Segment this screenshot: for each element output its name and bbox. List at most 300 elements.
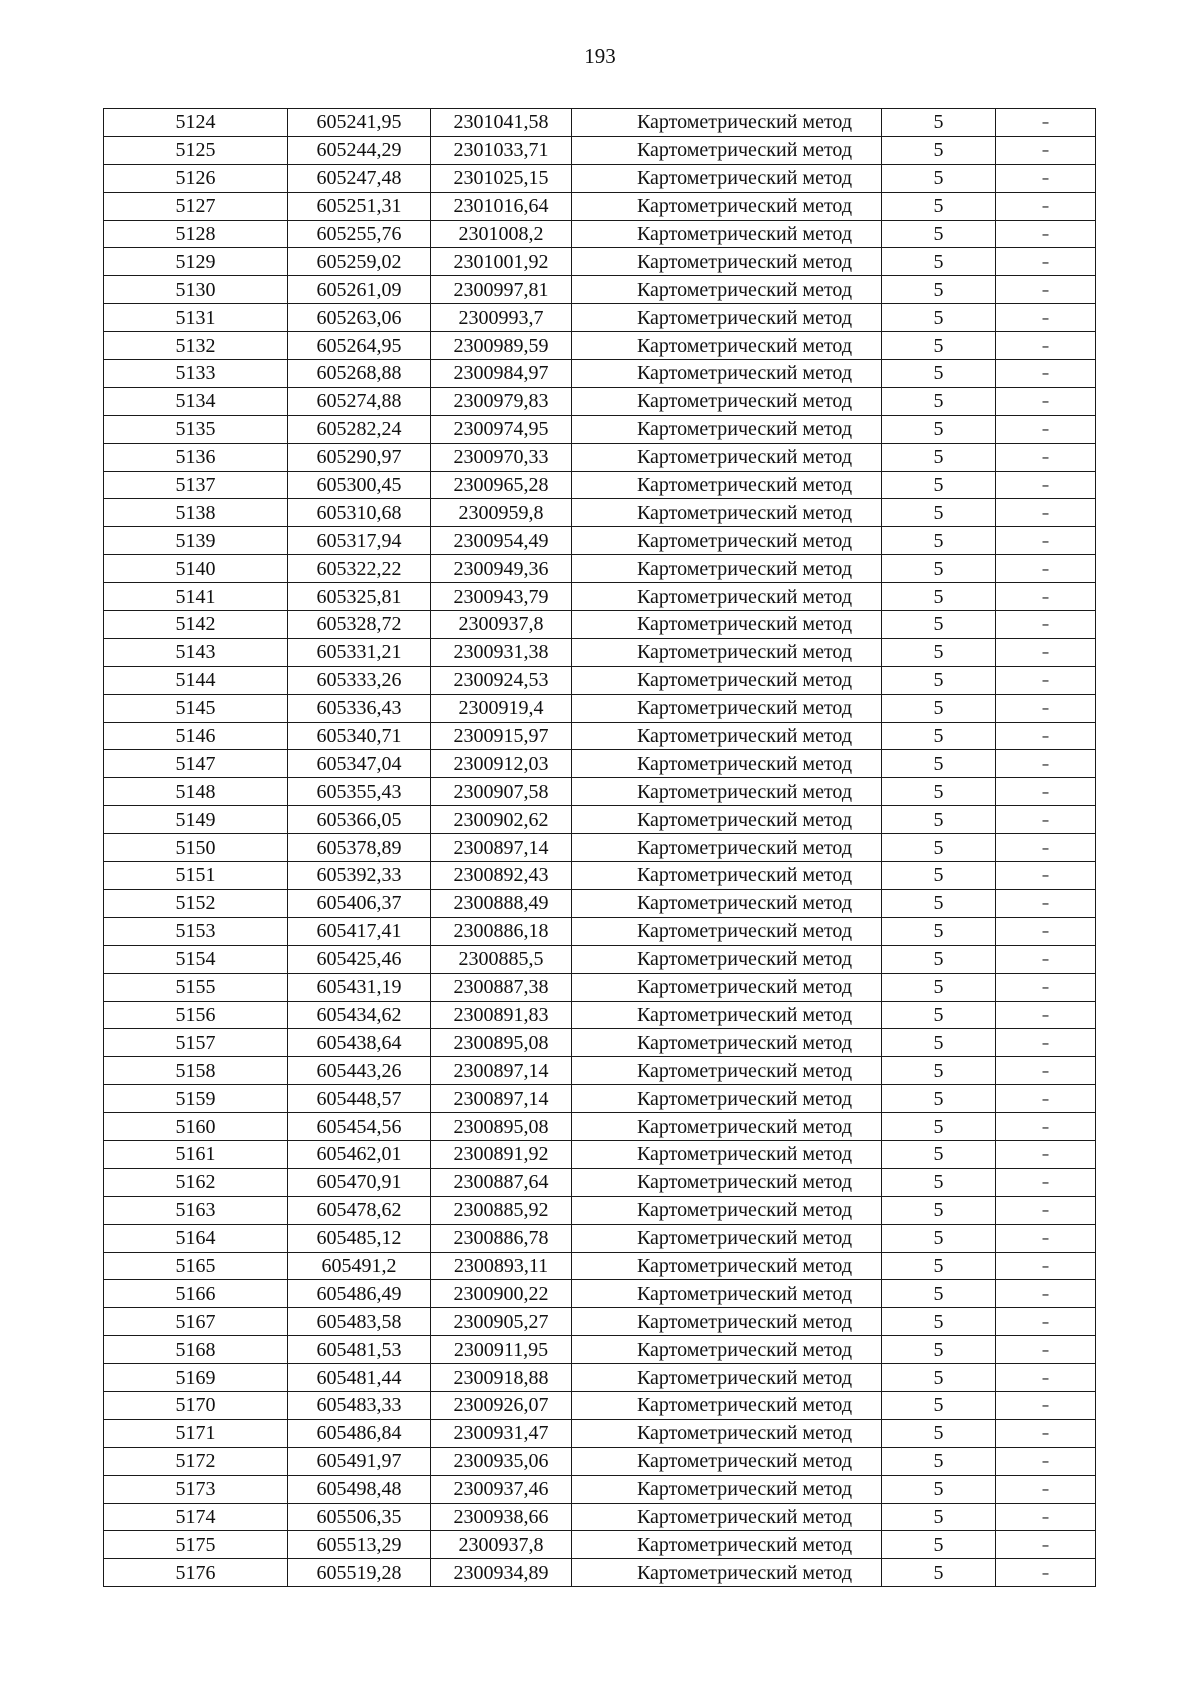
table-row (104, 1196, 1096, 1224)
y-coordinate-cell: 2300979,83 (431, 387, 572, 415)
table-row (104, 917, 1096, 945)
point-number-cell: 5147 (104, 750, 288, 778)
x-coordinate-cell: 605485,12 (288, 1224, 431, 1252)
note-cell: – (996, 555, 1096, 583)
note-cell: – (996, 304, 1096, 332)
x-coordinate-cell: 605347,04 (288, 750, 431, 778)
note-cell: – (996, 1029, 1096, 1057)
note-cell: – (996, 1140, 1096, 1168)
x-coordinate-cell: 605462,01 (288, 1140, 431, 1168)
method-cell: Картометрический метод (572, 611, 882, 639)
point-number-cell: 5143 (104, 638, 288, 666)
y-coordinate-cell: 2300897,14 (431, 1057, 572, 1085)
point-number-cell: 5165 (104, 1252, 288, 1280)
point-number-cell: 5172 (104, 1447, 288, 1475)
point-number-cell: 5175 (104, 1531, 288, 1559)
point-number-cell: 5174 (104, 1503, 288, 1531)
method-cell: Картометрический метод (572, 889, 882, 917)
table-row (104, 1559, 1096, 1587)
table-row (104, 1447, 1096, 1475)
accuracy-cell: 5 (882, 750, 996, 778)
x-coordinate-cell: 605355,43 (288, 778, 431, 806)
accuracy-cell: 5 (882, 387, 996, 415)
x-coordinate-cell: 605513,29 (288, 1531, 431, 1559)
accuracy-cell: 5 (882, 276, 996, 304)
note-cell: – (996, 611, 1096, 639)
accuracy-cell: 5 (882, 694, 996, 722)
point-number-cell: 5154 (104, 945, 288, 973)
method-cell: Картометрический метод (572, 1057, 882, 1085)
y-coordinate-cell: 2300918,88 (431, 1364, 572, 1392)
x-coordinate-cell: 605483,33 (288, 1391, 431, 1419)
table-row (104, 499, 1096, 527)
table-row (104, 778, 1096, 806)
table-row (104, 527, 1096, 555)
y-coordinate-cell: 2300943,79 (431, 583, 572, 611)
note-cell: – (996, 360, 1096, 388)
table-row (104, 1001, 1096, 1029)
x-coordinate-cell: 605417,41 (288, 917, 431, 945)
method-cell: Картометрический метод (572, 666, 882, 694)
note-cell: – (996, 1280, 1096, 1308)
point-number-cell: 5151 (104, 862, 288, 890)
table-row (104, 360, 1096, 388)
y-coordinate-cell: 2300931,47 (431, 1419, 572, 1447)
accuracy-cell: 5 (882, 973, 996, 1001)
method-cell: Картометрический метод (572, 583, 882, 611)
method-cell: Картометрический метод (572, 1001, 882, 1029)
point-number-cell: 5157 (104, 1029, 288, 1057)
note-cell: – (996, 638, 1096, 666)
y-coordinate-cell: 2300989,59 (431, 332, 572, 360)
point-number-cell: 5171 (104, 1419, 288, 1447)
y-coordinate-cell: 2300892,43 (431, 862, 572, 890)
table-row (104, 834, 1096, 862)
method-cell: Картометрический метод (572, 1140, 882, 1168)
y-coordinate-cell: 2300926,07 (431, 1391, 572, 1419)
y-coordinate-cell: 2300887,64 (431, 1168, 572, 1196)
table-row (104, 276, 1096, 304)
point-number-cell: 5161 (104, 1140, 288, 1168)
y-coordinate-cell: 2300919,4 (431, 694, 572, 722)
accuracy-cell: 5 (882, 1085, 996, 1113)
table-row (104, 1475, 1096, 1503)
note-cell: – (996, 164, 1096, 192)
method-cell: Картометрический метод (572, 1280, 882, 1308)
method-cell: Картометрический метод (572, 1113, 882, 1141)
point-number-cell: 5125 (104, 136, 288, 164)
x-coordinate-cell: 605322,22 (288, 555, 431, 583)
coordinates-table (103, 108, 1096, 1587)
point-number-cell: 5141 (104, 583, 288, 611)
x-coordinate-cell: 605340,71 (288, 722, 431, 750)
x-coordinate-cell: 605483,58 (288, 1308, 431, 1336)
y-coordinate-cell: 2300938,66 (431, 1503, 572, 1531)
point-number-cell: 5159 (104, 1085, 288, 1113)
accuracy-cell: 5 (882, 1559, 996, 1587)
point-number-cell: 5129 (104, 248, 288, 276)
method-cell: Картометрический метод (572, 1308, 882, 1336)
point-number-cell: 5166 (104, 1280, 288, 1308)
table-row (104, 722, 1096, 750)
method-cell: Картометрический метод (572, 834, 882, 862)
point-number-cell: 5176 (104, 1559, 288, 1587)
y-coordinate-cell: 2301001,92 (431, 248, 572, 276)
method-cell: Картометрический метод (572, 1475, 882, 1503)
point-number-cell: 5153 (104, 917, 288, 945)
note-cell: – (996, 1113, 1096, 1141)
note-cell: – (996, 248, 1096, 276)
point-number-cell: 5137 (104, 471, 288, 499)
accuracy-cell: 5 (882, 1001, 996, 1029)
y-coordinate-cell: 2300912,03 (431, 750, 572, 778)
note-cell: – (996, 220, 1096, 248)
accuracy-cell: 5 (882, 1419, 996, 1447)
y-coordinate-cell: 2300886,78 (431, 1224, 572, 1252)
x-coordinate-cell: 605506,35 (288, 1503, 431, 1531)
method-cell: Картометрический метод (572, 1447, 882, 1475)
point-number-cell: 5138 (104, 499, 288, 527)
point-number-cell: 5163 (104, 1196, 288, 1224)
point-number-cell: 5170 (104, 1391, 288, 1419)
table-row (104, 1085, 1096, 1113)
table-row (104, 1391, 1096, 1419)
y-coordinate-cell: 2300931,38 (431, 638, 572, 666)
table-row (104, 945, 1096, 973)
y-coordinate-cell: 2300935,06 (431, 1447, 572, 1475)
point-number-cell: 5133 (104, 360, 288, 388)
accuracy-cell: 5 (882, 889, 996, 917)
method-cell: Картометрический метод (572, 638, 882, 666)
x-coordinate-cell: 605519,28 (288, 1559, 431, 1587)
table-row (104, 1140, 1096, 1168)
y-coordinate-cell: 2300970,33 (431, 443, 572, 471)
note-cell: – (996, 192, 1096, 220)
table-row (104, 1280, 1096, 1308)
accuracy-cell: 5 (882, 666, 996, 694)
accuracy-cell: 5 (882, 806, 996, 834)
method-cell: Картометрический метод (572, 1252, 882, 1280)
y-coordinate-cell: 2300895,08 (431, 1113, 572, 1141)
x-coordinate-cell: 605310,68 (288, 499, 431, 527)
y-coordinate-cell: 2300965,28 (431, 471, 572, 499)
note-cell: – (996, 1503, 1096, 1531)
point-number-cell: 5135 (104, 415, 288, 443)
table-row (104, 1419, 1096, 1447)
point-number-cell: 5131 (104, 304, 288, 332)
x-coordinate-cell: 605274,88 (288, 387, 431, 415)
method-cell: Картометрический метод (572, 722, 882, 750)
note-cell: – (996, 666, 1096, 694)
note-cell: – (996, 1475, 1096, 1503)
note-cell: – (996, 1447, 1096, 1475)
method-cell: Картометрический метод (572, 304, 882, 332)
point-number-cell: 5150 (104, 834, 288, 862)
method-cell: Картометрический метод (572, 1419, 882, 1447)
table-row (104, 638, 1096, 666)
table-row (104, 806, 1096, 834)
x-coordinate-cell: 605491,2 (288, 1252, 431, 1280)
note-cell: – (996, 1168, 1096, 1196)
accuracy-cell: 5 (882, 1196, 996, 1224)
point-number-cell: 5144 (104, 666, 288, 694)
y-coordinate-cell: 2300893,11 (431, 1252, 572, 1280)
note-cell: – (996, 109, 1096, 137)
method-cell: Картометрический метод (572, 1391, 882, 1419)
point-number-cell: 5134 (104, 387, 288, 415)
note-cell: – (996, 471, 1096, 499)
table-row (104, 471, 1096, 499)
note-cell: – (996, 1057, 1096, 1085)
x-coordinate-cell: 605268,88 (288, 360, 431, 388)
note-cell: – (996, 1252, 1096, 1280)
x-coordinate-cell: 605438,64 (288, 1029, 431, 1057)
point-number-cell: 5145 (104, 694, 288, 722)
note-cell: – (996, 1364, 1096, 1392)
y-coordinate-cell: 2300891,83 (431, 1001, 572, 1029)
x-coordinate-cell: 605336,43 (288, 694, 431, 722)
accuracy-cell: 5 (882, 527, 996, 555)
x-coordinate-cell: 605328,72 (288, 611, 431, 639)
method-cell: Картометрический метод (572, 750, 882, 778)
accuracy-cell: 5 (882, 192, 996, 220)
method-cell: Картометрический метод (572, 1559, 882, 1587)
note-cell: – (996, 136, 1096, 164)
y-coordinate-cell: 2300885,5 (431, 945, 572, 973)
method-cell: Картометрический метод (572, 220, 882, 248)
point-number-cell: 5156 (104, 1001, 288, 1029)
table-row (104, 109, 1096, 137)
accuracy-cell: 5 (882, 555, 996, 583)
method-cell: Картометрический метод (572, 1224, 882, 1252)
note-cell: – (996, 1085, 1096, 1113)
accuracy-cell: 5 (882, 1113, 996, 1141)
note-cell: – (996, 1001, 1096, 1029)
method-cell: Картометрический метод (572, 1336, 882, 1364)
accuracy-cell: 5 (882, 220, 996, 248)
note-cell: – (996, 1391, 1096, 1419)
table-row (104, 220, 1096, 248)
y-coordinate-cell: 2300924,53 (431, 666, 572, 694)
note-cell: – (996, 443, 1096, 471)
table-row (104, 1503, 1096, 1531)
method-cell: Картометрический метод (572, 1364, 882, 1392)
accuracy-cell: 5 (882, 1057, 996, 1085)
point-number-cell: 5126 (104, 164, 288, 192)
note-cell: – (996, 750, 1096, 778)
method-cell: Картометрический метод (572, 276, 882, 304)
point-number-cell: 5167 (104, 1308, 288, 1336)
method-cell: Картометрический метод (572, 164, 882, 192)
point-number-cell: 5146 (104, 722, 288, 750)
y-coordinate-cell: 2301008,2 (431, 220, 572, 248)
accuracy-cell: 5 (882, 1252, 996, 1280)
table-row (104, 136, 1096, 164)
x-coordinate-cell: 605300,45 (288, 471, 431, 499)
y-coordinate-cell: 2300997,81 (431, 276, 572, 304)
method-cell: Картометрический метод (572, 387, 882, 415)
method-cell: Картометрический метод (572, 1503, 882, 1531)
method-cell: Картометрический метод (572, 499, 882, 527)
accuracy-cell: 5 (882, 136, 996, 164)
y-coordinate-cell: 2300885,92 (431, 1196, 572, 1224)
y-coordinate-cell: 2300897,14 (431, 834, 572, 862)
y-coordinate-cell: 2300954,49 (431, 527, 572, 555)
method-cell: Картометрический метод (572, 527, 882, 555)
accuracy-cell: 5 (882, 499, 996, 527)
note-cell: – (996, 722, 1096, 750)
y-coordinate-cell: 2301041,58 (431, 109, 572, 137)
table-row (104, 1113, 1096, 1141)
table-row (104, 1168, 1096, 1196)
note-cell: – (996, 889, 1096, 917)
x-coordinate-cell: 605247,48 (288, 164, 431, 192)
y-coordinate-cell: 2300900,22 (431, 1280, 572, 1308)
x-coordinate-cell: 605366,05 (288, 806, 431, 834)
y-coordinate-cell: 2300937,46 (431, 1475, 572, 1503)
note-cell: – (996, 1196, 1096, 1224)
x-coordinate-cell: 605478,62 (288, 1196, 431, 1224)
note-cell: – (996, 973, 1096, 1001)
note-cell: – (996, 499, 1096, 527)
accuracy-cell: 5 (882, 722, 996, 750)
point-number-cell: 5162 (104, 1168, 288, 1196)
method-cell: Картометрический метод (572, 778, 882, 806)
note-cell: – (996, 917, 1096, 945)
x-coordinate-cell: 605282,24 (288, 415, 431, 443)
method-cell: Картометрический метод (572, 917, 882, 945)
y-coordinate-cell: 2300895,08 (431, 1029, 572, 1057)
x-coordinate-cell: 605378,89 (288, 834, 431, 862)
accuracy-cell: 5 (882, 1336, 996, 1364)
table-row (104, 1057, 1096, 1085)
accuracy-cell: 5 (882, 443, 996, 471)
accuracy-cell: 5 (882, 471, 996, 499)
point-number-cell: 5149 (104, 806, 288, 834)
table-row (104, 304, 1096, 332)
y-coordinate-cell: 2301025,15 (431, 164, 572, 192)
method-cell: Картометрический метод (572, 109, 882, 137)
point-number-cell: 5168 (104, 1336, 288, 1364)
method-cell: Картометрический метод (572, 862, 882, 890)
y-coordinate-cell: 2300993,7 (431, 304, 572, 332)
x-coordinate-cell: 605481,44 (288, 1364, 431, 1392)
accuracy-cell: 5 (882, 862, 996, 890)
table-row (104, 1029, 1096, 1057)
table-row (104, 1308, 1096, 1336)
accuracy-cell: 5 (882, 1168, 996, 1196)
method-cell: Картометрический метод (572, 1168, 882, 1196)
table-row (104, 1364, 1096, 1392)
point-number-cell: 5127 (104, 192, 288, 220)
note-cell: – (996, 806, 1096, 834)
note-cell: – (996, 1559, 1096, 1587)
table-row (104, 387, 1096, 415)
accuracy-cell: 5 (882, 1475, 996, 1503)
y-coordinate-cell: 2300887,38 (431, 973, 572, 1001)
note-cell: – (996, 945, 1096, 973)
point-number-cell: 5124 (104, 109, 288, 137)
accuracy-cell: 5 (882, 360, 996, 388)
note-cell: – (996, 583, 1096, 611)
x-coordinate-cell: 605290,97 (288, 443, 431, 471)
table-row (104, 973, 1096, 1001)
point-number-cell: 5158 (104, 1057, 288, 1085)
x-coordinate-cell: 605263,06 (288, 304, 431, 332)
y-coordinate-cell: 2301033,71 (431, 136, 572, 164)
x-coordinate-cell: 605251,31 (288, 192, 431, 220)
x-coordinate-cell: 605448,57 (288, 1085, 431, 1113)
x-coordinate-cell: 605454,56 (288, 1113, 431, 1141)
accuracy-cell: 5 (882, 1531, 996, 1559)
note-cell: – (996, 1308, 1096, 1336)
accuracy-cell: 5 (882, 1308, 996, 1336)
x-coordinate-cell: 605498,48 (288, 1475, 431, 1503)
point-number-cell: 5155 (104, 973, 288, 1001)
x-coordinate-cell: 605255,76 (288, 220, 431, 248)
x-coordinate-cell: 605333,26 (288, 666, 431, 694)
accuracy-cell: 5 (882, 945, 996, 973)
accuracy-cell: 5 (882, 109, 996, 137)
note-cell: – (996, 332, 1096, 360)
x-coordinate-cell: 605392,33 (288, 862, 431, 890)
y-coordinate-cell: 2300974,95 (431, 415, 572, 443)
y-coordinate-cell: 2300888,49 (431, 889, 572, 917)
accuracy-cell: 5 (882, 778, 996, 806)
accuracy-cell: 5 (882, 332, 996, 360)
method-cell: Картометрический метод (572, 360, 882, 388)
point-number-cell: 5132 (104, 332, 288, 360)
method-cell: Картометрический метод (572, 136, 882, 164)
method-cell: Картометрический метод (572, 332, 882, 360)
method-cell: Картометрический метод (572, 555, 882, 583)
accuracy-cell: 5 (882, 248, 996, 276)
y-coordinate-cell: 2300949,36 (431, 555, 572, 583)
accuracy-cell: 5 (882, 638, 996, 666)
table-row (104, 611, 1096, 639)
table-row (104, 332, 1096, 360)
x-coordinate-cell: 605486,84 (288, 1419, 431, 1447)
x-coordinate-cell: 605434,62 (288, 1001, 431, 1029)
table-row (104, 694, 1096, 722)
table-row (104, 248, 1096, 276)
accuracy-cell: 5 (882, 1224, 996, 1252)
x-coordinate-cell: 605317,94 (288, 527, 431, 555)
point-number-cell: 5130 (104, 276, 288, 304)
y-coordinate-cell: 2300934,89 (431, 1559, 572, 1587)
accuracy-cell: 5 (882, 1447, 996, 1475)
point-number-cell: 5139 (104, 527, 288, 555)
x-coordinate-cell: 605431,19 (288, 973, 431, 1001)
y-coordinate-cell: 2301016,64 (431, 192, 572, 220)
table-row (104, 164, 1096, 192)
accuracy-cell: 5 (882, 611, 996, 639)
accuracy-cell: 5 (882, 1364, 996, 1392)
table-row (104, 1252, 1096, 1280)
method-cell: Картометрический метод (572, 415, 882, 443)
method-cell: Картометрический метод (572, 973, 882, 1001)
method-cell: Картометрический метод (572, 1085, 882, 1113)
note-cell: – (996, 1224, 1096, 1252)
note-cell: – (996, 1336, 1096, 1364)
table-row (104, 1336, 1096, 1364)
y-coordinate-cell: 2300959,8 (431, 499, 572, 527)
note-cell: – (996, 387, 1096, 415)
note-cell: – (996, 527, 1096, 555)
method-cell: Картометрический метод (572, 945, 882, 973)
table-row (104, 443, 1096, 471)
table-row (104, 1531, 1096, 1559)
